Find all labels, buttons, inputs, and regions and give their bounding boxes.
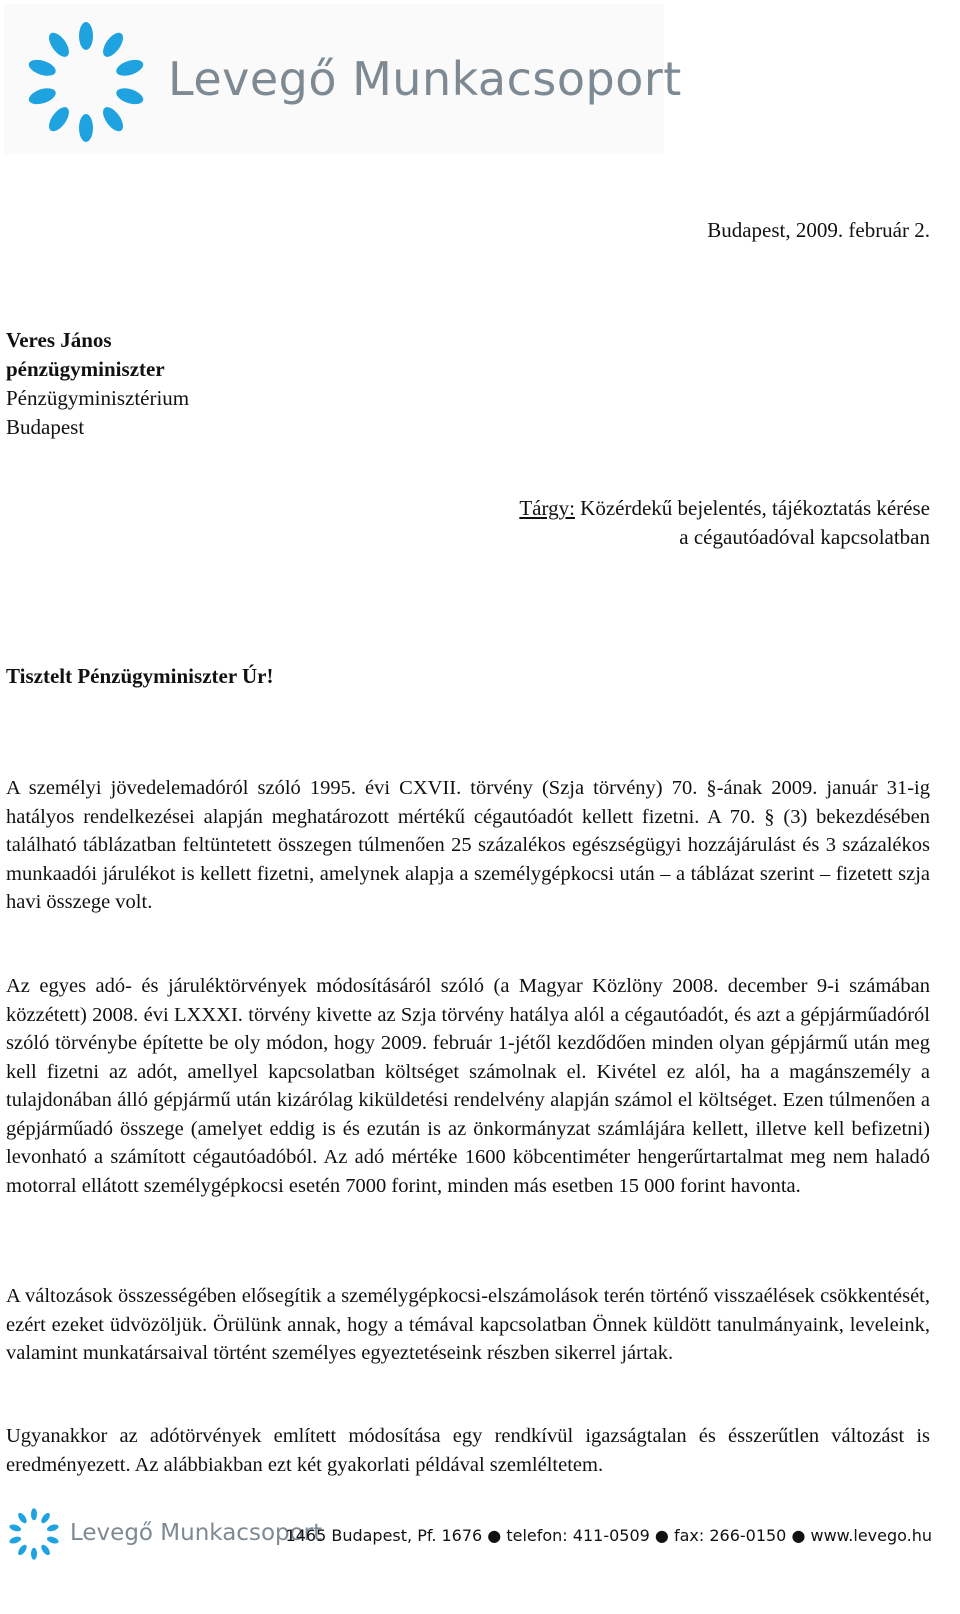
subject-line-2: a cégautóadóval kapcsolatban xyxy=(679,525,930,549)
sunburst-logo-icon xyxy=(18,12,158,152)
footer-contact-line: 1465 Budapest, Pf. 1676 ● telefon: 411-0509 ● fax: 266-0150 ● www.levego.hu xyxy=(285,1526,932,1545)
addressee-title: pénzügyminiszter xyxy=(6,357,165,381)
body-paragraph-4 xyxy=(6,1422,930,1479)
addressee-block xyxy=(6,326,189,442)
paragraph-text: A változások összességében elősegítik a személygépkocsi-elszámolások terén történő visszaélések csökkentését, ezért ezeket üdvözöljük. Örülünk annak, hogy a témával kapcsolatban Önnek küldött tanulmányaink, leveleink, valamint munkatársaival történt személyes egyeztetéseink részben sikerrel jártak. xyxy=(6,1285,930,1364)
logo-text: Levegő Munkacsoport xyxy=(168,52,682,106)
salutation: Tisztelt Pénzügyminiszter Úr! xyxy=(6,664,274,688)
addressee-name: Veres János xyxy=(6,328,112,352)
body-paragraph-2 xyxy=(6,972,930,1200)
addressee-organization: Pénzügyminisztérium xyxy=(6,386,190,410)
footer xyxy=(4,1500,956,1570)
paragraph-text: A személyi jövedelemadóról szóló 1995. évi CXVII. törvény (Szja törvény) 70. §-ának 2009. január 31-ig hatályos rendelkezései alapján meghatározott mértékű cégautóadót kellett fizetni. A 70. § (3) bekezdésében található táblázatban feltüntetett összegen túlmenően 25 százalékos egészségügyi hozzájárulást és 3 százalékos munkaadói járulékot is kellett fizetni, amelynek alapja a személygépkocsi után – a táblázat szerint – fizetett szja havi összege volt. xyxy=(6,777,930,913)
subject-block xyxy=(519,494,930,552)
addressee-city: Budapest xyxy=(6,415,85,439)
footer-sunburst-logo-icon xyxy=(4,1504,64,1564)
header-logo xyxy=(4,4,682,154)
body-paragraph-3 xyxy=(6,1282,930,1368)
subject-line-1: Közérdekű bejelentés, tájékoztatás kérése xyxy=(574,496,930,520)
letter-date: Budapest, 2009. február 2. xyxy=(707,218,930,242)
paragraph-text: Ugyanakkor az adótörvények említett módosítása egy rendkívül igazságtalan és ésszerűtlen változást is eredményezett. Az alábbiakban ezt két gyakorlati példával szemléltetem. xyxy=(6,1425,930,1476)
subject-label: Tárgy: xyxy=(519,496,575,520)
footer-logo-text: Levegő Munkacsoport xyxy=(70,1520,323,1546)
paragraph-text: Az egyes adó- és járuléktörvények módosításáról szóló (a Magyar Közlöny 2008. december 9-i számában közzétett) 2008. évi LXXXI. törvény kivette az Szja törvény hatálya alól a cégautóadót, és azt a gépjárműadóról szóló törvénybe építette be oly módon, hogy 2009. február 1-jétől kezdődően minden olyan gépjármű után meg kell fizetni az adót, amellyel kapcsolatban költséget számolnak el. Kivétel ez alól, ha a magánszemély a tulajdonában álló gépjármű után kizárólag kiküldetési rendelvény alapján számol el költséget. Ezen túlmenően a gépjárműadó összege (amelyet eddig is és ezután is az önkormányzat számlájára kellett, illetve kell befizetni) levonható a számított cégautóadóból. Az adó mértéke 1600 köbcentiméter hengerűrtartalmat meg nem haladó motorral ellátott személygépkocsi esetén 7000 forint, minden más esetben 15 000 forint havonta. xyxy=(6,975,930,1197)
body-paragraph-1 xyxy=(6,774,930,917)
